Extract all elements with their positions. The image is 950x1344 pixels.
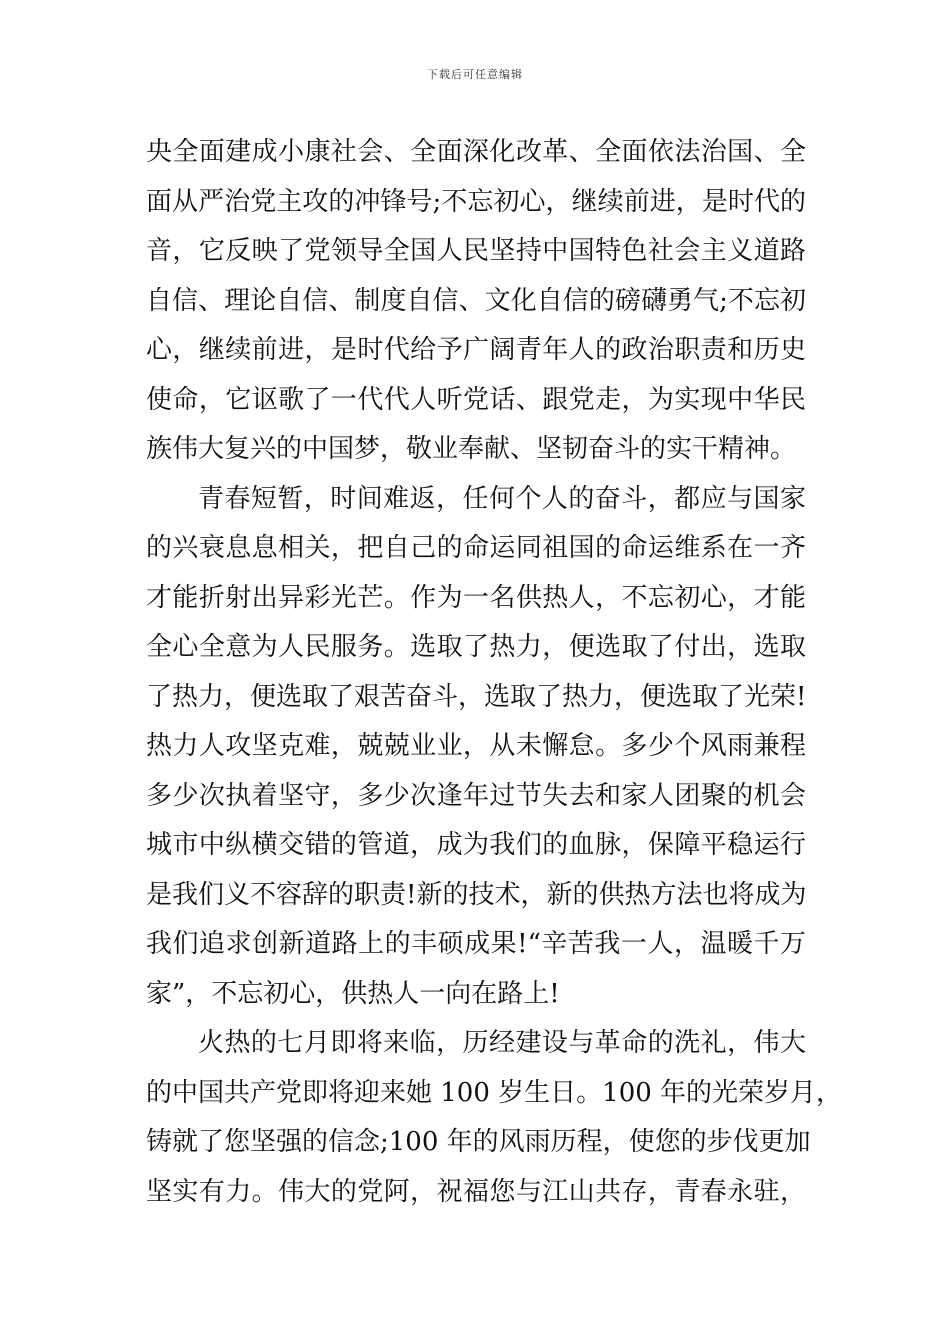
- text-line: 铸就了您坚强的信念;100 年的风雨历程，使您的步伐更加: [146, 1127, 811, 1157]
- text-line: 自信、理论自信、制度自信、文化自信的磅礴勇气;不忘初: [146, 285, 806, 316]
- text-line: 使命，它讴歌了一代代人听党话、跟党走，为实现中华民: [146, 384, 806, 415]
- text-line: 音，它反映了党领导全国人民坚持中国特色社会主义道路: [146, 236, 806, 266]
- text-line: 城市中纵横交错的管道，成为我们的血脉，保障平稳运行: [146, 830, 806, 860]
- document-body: [146, 128, 843, 1217]
- text-line: 族伟大复兴的中国梦，敬业奉献、坚韧奋斗的实干精神。: [146, 434, 797, 464]
- text-line: 热力人攻坚克难，兢兢业业，从未懈怠。多少个风雨兼程: [146, 731, 806, 761]
- text-line: 了热力，便选取了艰苦奋斗，选取了热力，便选取了光荣!: [146, 681, 807, 712]
- paragraph-1: [146, 128, 806, 475]
- text-line: 的中国共产党即将迎来她 100 岁生日。100 年的光荣岁月，: [146, 1077, 843, 1108]
- paragraph-3: [146, 1019, 843, 1217]
- text-line: 多少次执着坚守，多少次逢年过节失去和家人团聚的机会: [146, 780, 806, 811]
- text-line: 面从严治党主攻的冲锋号;不忘初心，继续前进，是时代的: [146, 186, 806, 217]
- text-line: 全心全意为人民服务。选取了热力，便选取了付出，选取: [146, 632, 806, 662]
- paragraph-2: [146, 475, 806, 1020]
- text-line: 火热的七月即将来临，历经建设与革命的洗礼，伟大: [198, 1028, 806, 1058]
- header-note: 下载后可任意编辑: [427, 68, 523, 81]
- text-line: 才能折射出异彩光芒。作为一名供热人，不忘初心，才能: [146, 582, 806, 613]
- text-line: 是我们义不容辞的职责!新的技术，新的供热方法也将成为: [146, 879, 807, 910]
- text-line: 我们追求创新道路上的丰硕成果!“辛苦我一人，温暖千万: [146, 929, 806, 959]
- text-line: 坚实有力。伟大的党阿，祝福您与江山共存，青春永驻，: [146, 1176, 806, 1207]
- text-line: 家”，不忘初心，供热人一向在路上!: [146, 978, 560, 1009]
- text-line: 青春短暂，时间难返，任何个人的奋斗，都应与国家: [198, 483, 806, 514]
- text-line: 心，继续前进，是时代给予广阔青年人的政治职责和历史: [146, 335, 806, 365]
- text-line: 央全面建成小康社会、全面深化改革、全面依法治国、全: [146, 137, 806, 167]
- text-line: 的兴衰息息相关，把自己的命运同祖国的命运维系在一齐: [146, 533, 806, 563]
